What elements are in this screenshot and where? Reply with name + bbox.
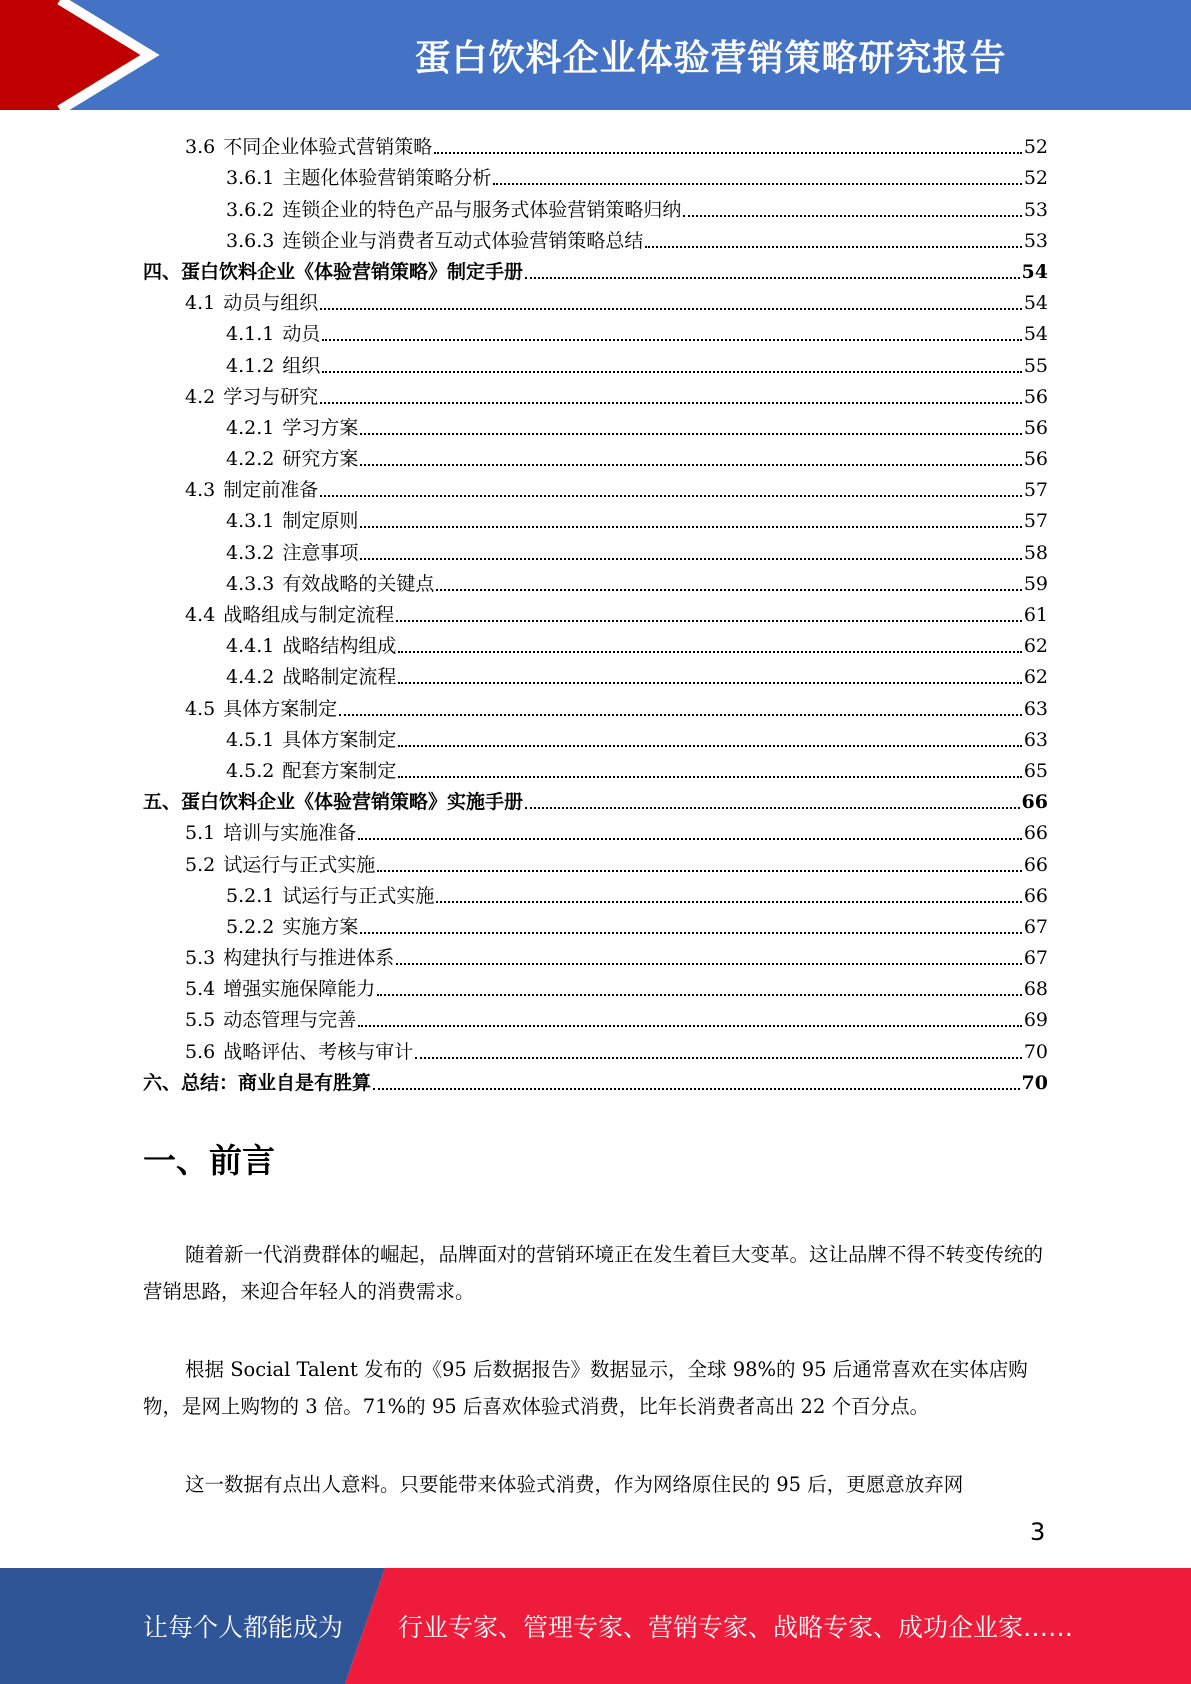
toc-entry-number: 4.1.1	[226, 323, 275, 346]
toc-entry[interactable]	[143, 1032, 1048, 1063]
toc-entry-title: 战略组成与制定流程	[223, 604, 395, 626]
toc-entry-title: 学习与研究	[223, 385, 319, 408]
toc-dot-leader	[493, 183, 1021, 185]
toc-entry-page: 63	[1023, 728, 1048, 751]
toc-entry[interactable]	[143, 627, 1048, 658]
toc-dot-leader	[358, 1025, 1022, 1027]
toc-entry-page: 62	[1023, 635, 1048, 658]
toc-entry-title: 连锁企业的特色产品与服务式体验营销策略归纳	[282, 198, 682, 221]
toc-entry-title: 研究方案	[282, 448, 359, 471]
toc-entry-page: 65	[1023, 759, 1048, 782]
toc-entry-title: 主题化体验营销策略分析	[282, 167, 492, 190]
toc-entry-title: 注意事项	[282, 541, 359, 564]
toc-entry-title: 动员与组织	[223, 292, 319, 315]
toc-entry-page: 66	[1021, 791, 1048, 814]
toc-dot-leader	[322, 339, 1021, 341]
toc-entry[interactable]	[143, 159, 1048, 190]
toc-entry-title: 学习方案	[282, 416, 359, 439]
toc-entry-title: 配套方案制定	[282, 759, 397, 782]
toc-entry-page: 63	[1023, 697, 1048, 720]
toc-entry[interactable]	[143, 845, 1048, 876]
toc-entry[interactable]	[143, 877, 1048, 908]
toc-entry-page: 70	[1021, 1071, 1048, 1094]
toc-entry-page: 58	[1023, 541, 1048, 564]
toc-entry-number: 5.2.2	[226, 915, 275, 938]
toc-dot-leader	[358, 838, 1022, 840]
table-of-contents	[143, 128, 1048, 1095]
toc-entry-number: 4.1	[185, 292, 216, 315]
toc-entry[interactable]	[143, 1064, 1048, 1095]
toc-entry-page: 54	[1023, 292, 1048, 315]
toc-entry-title: 连锁企业与消费者互动式体验营销策略总结	[282, 229, 644, 252]
toc-entry[interactable]	[143, 440, 1048, 471]
toc-entry-number: 5.1	[185, 822, 216, 845]
toc-entry-title: 不同企业体验式营销策略	[223, 136, 433, 159]
toc-entry-number: 4.1.2	[226, 354, 275, 377]
document-title: 蛋白饮料企业体验营销策略研究报告	[414, 37, 1007, 79]
toc-entry-title: 五、蛋白饮料企业《体验营销策略》实施手册	[143, 791, 524, 814]
toc-dot-leader	[320, 402, 1022, 404]
toc-dot-leader	[415, 1057, 1022, 1059]
toc-dot-leader	[320, 495, 1022, 497]
toc-entry-number: 4.3	[185, 479, 216, 502]
toc-entry[interactable]	[143, 190, 1048, 221]
toc-entry-page: 52	[1023, 136, 1048, 159]
toc-entry-number: 4.4	[185, 604, 216, 626]
toc-entry[interactable]	[143, 565, 1048, 596]
toc-entry-title: 战略制定流程	[282, 666, 397, 689]
toc-entry-title: 制定前准备	[223, 479, 319, 502]
toc-entry[interactable]	[143, 939, 1048, 970]
toc-entry[interactable]	[143, 970, 1048, 1001]
toc-dot-leader	[360, 464, 1021, 466]
toc-entry-number: 5.2.1	[226, 884, 275, 907]
toc-dot-leader	[377, 994, 1022, 996]
footer-slogan-right: 行业专家、管理专家、营销专家、战略专家、成功企业家……	[398, 1613, 1074, 1642]
toc-entry-number: 4.3.1	[226, 510, 275, 533]
toc-entry-title: 试运行与正式实施	[223, 853, 376, 876]
toc-dot-leader	[398, 682, 1021, 684]
toc-entry[interactable]	[143, 378, 1048, 409]
toc-dot-leader	[360, 558, 1021, 560]
toc-dot-leader	[645, 246, 1021, 248]
toc-entry-number: 3.6.2	[226, 198, 275, 221]
paragraph-3: 这一数据有点出人意料。只要能带来体验式消费，作为网络原住民的 95 后，更愿意放弃网	[185, 1473, 964, 1496]
header-red-arrow	[0, 0, 150, 110]
toc-dot-leader	[436, 589, 1021, 591]
toc-entry-number: 4.5.1	[226, 728, 275, 751]
toc-entry-number: 3.6	[185, 136, 216, 159]
toc-entry-page: 53	[1023, 229, 1048, 252]
toc-entry-title: 增强实施保障能力	[223, 978, 376, 1001]
toc-entry-title: 动员	[282, 323, 321, 346]
toc-entry[interactable]	[143, 814, 1048, 845]
toc-entry-title: 有效战略的关键点	[282, 572, 435, 595]
toc-entry-title: 具体方案制定	[282, 728, 397, 751]
toc-entry-page: 62	[1023, 666, 1048, 689]
toc-dot-leader	[398, 745, 1021, 747]
toc-entry-title: 构建执行与推进体系	[223, 947, 395, 970]
toc-entry-title: 试运行与正式实施	[282, 884, 435, 907]
toc-entry-number: 4.3.3	[226, 572, 275, 595]
toc-entry-number: 4.4.1	[226, 635, 275, 658]
paragraph-2: 根据 Social Talent 发布的《95 后数据报告》数据显示，全球 98%的 95 后通常喜欢在实体店购物，是网上购物的 3 倍。71%的 95 后喜欢体验式消费，比年长消费者高出 22 个百分点。	[143, 1358, 1028, 1418]
toc-entry[interactable]	[143, 222, 1048, 253]
toc-entry[interactable]	[143, 752, 1048, 783]
toc-entry-page: 69	[1023, 1009, 1048, 1032]
toc-entry-page: 66	[1023, 853, 1048, 876]
toc-entry-title: 制定原则	[282, 510, 359, 533]
toc-entry[interactable]	[143, 1001, 1048, 1032]
toc-entry-number: 5.6	[185, 1040, 216, 1063]
toc-entry-number: 4.2.1	[226, 416, 275, 439]
toc-entry-page: 68	[1023, 978, 1048, 1001]
toc-entry-page: 66	[1023, 822, 1048, 845]
toc-entry-page: 56	[1023, 448, 1048, 471]
toc-entry-number: 4.4.2	[226, 666, 275, 689]
toc-dot-leader	[525, 807, 1020, 809]
toc-entry-title: 实施方案	[282, 915, 359, 938]
toc-entry-page: 59	[1023, 572, 1048, 595]
toc-entry[interactable]	[143, 783, 1048, 814]
toc-entry[interactable]	[143, 596, 1048, 627]
toc-dot-leader	[398, 776, 1021, 778]
toc-dot-leader	[398, 651, 1021, 653]
toc-dot-leader	[436, 901, 1021, 903]
toc-dot-leader	[525, 277, 1020, 279]
toc-entry-number: 5.5	[185, 1009, 216, 1032]
toc-entry-number: 4.2.2	[226, 448, 275, 471]
toc-entry-number: 5.3	[185, 947, 216, 970]
toc-dot-leader	[377, 870, 1022, 872]
toc-entry[interactable]	[143, 128, 1048, 159]
toc-entry-page: 57	[1023, 479, 1048, 502]
toc-dot-leader	[339, 714, 1022, 716]
footer-slogan-left: 让每个人都能成为	[143, 1613, 344, 1642]
toc-dot-leader	[360, 932, 1021, 934]
toc-entry-page: 52	[1023, 167, 1048, 190]
toc-entry-number: 5.2	[185, 853, 216, 876]
toc-entry[interactable]	[143, 471, 1048, 502]
toc-entry-title: 四、蛋白饮料企业《体验营销策略》制定手册	[143, 260, 524, 283]
toc-dot-leader	[683, 215, 1021, 217]
toc-entry-number: 4.3.2	[226, 541, 275, 564]
header-arrow-decoration	[0, 0, 260, 110]
toc-entry[interactable]	[143, 533, 1048, 564]
toc-entry-title: 六、总结：商业自是有胜算	[143, 1071, 372, 1094]
toc-entry-number: 4.5	[185, 697, 216, 720]
toc-entry-number: 3.6.1	[226, 167, 275, 190]
toc-dot-leader	[360, 433, 1021, 435]
toc-entry-number: 3.6.3	[226, 229, 275, 252]
toc-dot-leader	[360, 526, 1021, 528]
toc-entry-title: 战略结构组成	[282, 635, 397, 658]
toc-entry[interactable]	[143, 284, 1048, 315]
toc-dot-leader	[434, 152, 1022, 154]
toc-entry[interactable]	[143, 658, 1048, 689]
toc-entry-page: 56	[1023, 385, 1048, 408]
toc-entry-page: 70	[1023, 1040, 1048, 1063]
toc-entry-title: 具体方案制定	[223, 697, 338, 720]
toc-entry-page: 67	[1023, 947, 1048, 970]
toc-entry[interactable]	[143, 689, 1048, 720]
toc-entry-page: 53	[1023, 198, 1048, 221]
section-heading: 一、前言	[143, 1141, 275, 1180]
toc-entry[interactable]	[143, 253, 1048, 284]
toc-entry[interactable]	[143, 908, 1048, 939]
toc-entry[interactable]	[143, 346, 1048, 377]
toc-dot-leader	[396, 963, 1022, 965]
toc-entry-page: 57	[1023, 510, 1048, 533]
toc-entry[interactable]	[143, 721, 1048, 752]
toc-entry-number: 4.5.2	[226, 759, 275, 782]
page-footer	[0, 1568, 1191, 1684]
toc-entry-page: 61	[1023, 604, 1048, 626]
toc-dot-leader	[373, 1088, 1020, 1090]
toc-dot-leader	[320, 308, 1022, 310]
toc-entry-number: 4.2	[185, 385, 216, 408]
toc-entry-page: 67	[1023, 915, 1048, 938]
toc-entry-page: 66	[1023, 884, 1048, 907]
toc-entry-page: 54	[1021, 260, 1048, 283]
toc-entry-title: 战略评估、考核与审计	[223, 1040, 414, 1063]
toc-entry-page: 55	[1023, 354, 1048, 377]
toc-dot-leader	[396, 620, 1022, 622]
toc-entry-page: 54	[1023, 323, 1048, 346]
paragraph-1: 随着新一代消费群体的崛起，品牌面对的营销环境正在发生着巨大变革。这让品牌不得不转变传统的营销思路，来迎合年轻人的消费需求。	[143, 1243, 1044, 1303]
toc-dot-leader	[322, 371, 1021, 373]
toc-entry-title: 培训与实施准备	[223, 822, 357, 845]
page-number: 3	[1030, 1518, 1046, 1546]
toc-entry-title: 组织	[282, 354, 321, 377]
page-header	[0, 0, 1191, 110]
toc-entry-title: 动态管理与完善	[223, 1009, 357, 1032]
toc-entry-page: 56	[1023, 416, 1048, 439]
toc-entry[interactable]	[143, 315, 1048, 346]
toc-entry[interactable]	[143, 409, 1048, 440]
toc-entry-number: 5.4	[185, 978, 216, 1001]
toc-entry[interactable]	[143, 502, 1048, 533]
